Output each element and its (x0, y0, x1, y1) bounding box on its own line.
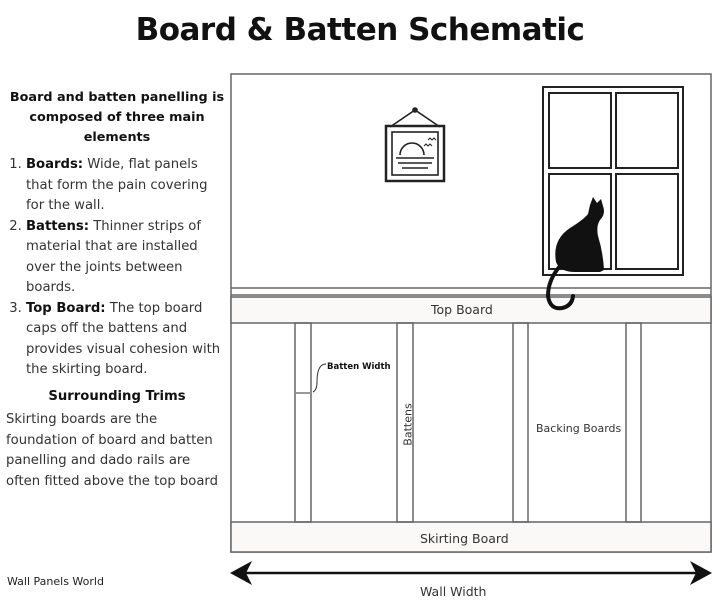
page-title: Board & Batten Schematic (135, 12, 585, 48)
skirting-board-label: Skirting Board (420, 531, 509, 546)
batten (295, 323, 311, 522)
wall-width-arrow (230, 561, 712, 585)
trims-text: Skirting boards are the foundation of board and batten panelling and dado rails are often fitted above the top board (6, 412, 218, 489)
term: Battens: (26, 218, 90, 234)
definition: Wide, flat panels that form the pain covering for the wall. (26, 157, 208, 213)
term: Top Board: (26, 300, 106, 316)
batten-width-label: Batten Width (327, 362, 391, 372)
batten (513, 323, 528, 522)
batten (626, 323, 641, 522)
definition: The top board caps off the battens and provides visual cohesion with the skirting board. (26, 300, 221, 377)
definition: Thinner strips of material that are installed over the joints between boards. (26, 218, 201, 295)
intro-heading: Board and batten panelling is composed of three main elements (9, 90, 225, 145)
trims-heading: Surrounding Trims (48, 388, 186, 404)
wall-width-label: Wall Width (420, 584, 487, 599)
footer-brand: Wall Panels World (7, 575, 104, 588)
top-board-label: Top Board (431, 302, 493, 317)
battens-label: Battens (401, 403, 415, 446)
term: Boards: (26, 157, 84, 172)
backing-boards-label: Backing Boards (536, 422, 622, 435)
picture-frame-icon (386, 108, 444, 181)
